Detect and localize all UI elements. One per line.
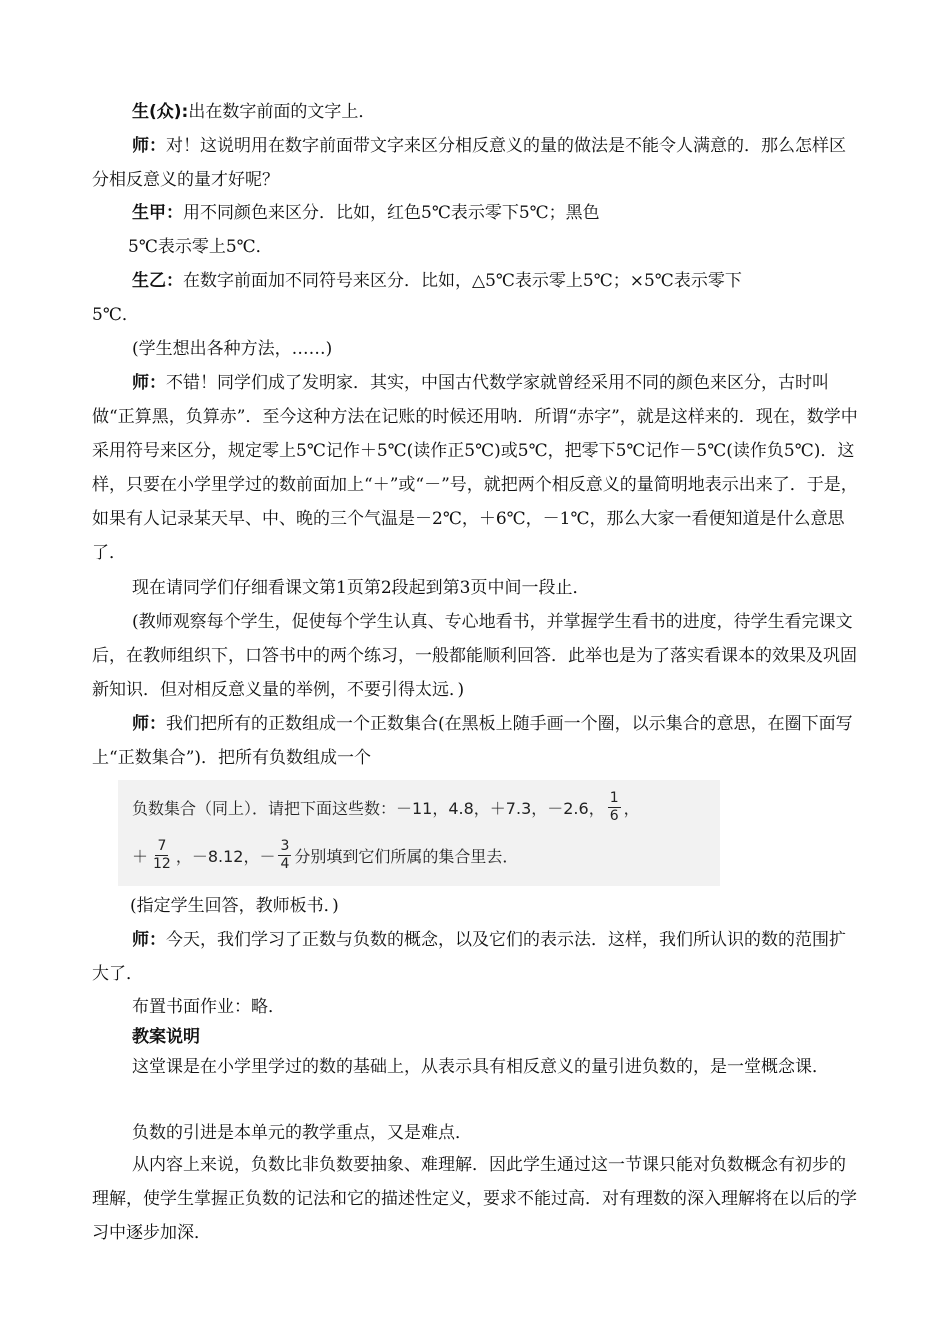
paragraph-text: 对！这说明用在数字前面带文字来区分相反意义的量的做法是不能令人满意的．那么怎样区分相反意义的量才好呢？: [92, 136, 846, 190]
paragraph-13: [92, 923, 862, 991]
speaker-label: 生乙：: [132, 271, 183, 291]
fraction-numerator: 1: [609, 790, 619, 806]
paragraph-4: [92, 230, 862, 264]
fraction-numerator: 7: [157, 838, 167, 854]
exercise-text: 负数集合（同上）．请把下面这些数：－11，4.8，＋7.3，－2.6，: [132, 799, 605, 818]
exercise-image: [118, 780, 720, 886]
exercise-line-1: [132, 790, 640, 825]
paragraph-3: [92, 196, 862, 230]
speaker-label: 生(众):: [132, 102, 189, 122]
speaker-label: 师：: [132, 930, 166, 950]
paragraph-text: 现在请同学们仔细看课文第1页第2段起到第3页中间一段止．: [132, 578, 590, 598]
paragraph-14: [92, 990, 862, 1024]
paragraph-text: 5℃．: [92, 305, 139, 325]
paragraph-text: 不错！同学们成了发明家．其实，中国古代数学家就曾经采用不同的颜色来区分，古时叫做“正算黑，负算赤”．至今这种方法在记账的时候还用呐．所谓“赤字”，就是这样来的．现在，数学中采用符号来区分，规定零上5℃记作＋5℃(读作正5℃)或5℃，把零下5℃记作－5℃(读作负5℃)．这样，只要在小学里学过的数前面加上“＋”或“－”号，就把两个相反意义的量简明地表示出来了．于是，如果有人记录某天早、中、晚的三个气温是－2℃，＋6℃，－1℃，那么大家一看便知道是什么意思了．: [92, 373, 858, 563]
paragraph-10: [92, 605, 862, 707]
note-paragraph-1: 这堂课是在小学里学过的数的基础上，从表示具有相反意义的量引进负数的，是一堂概念课．: [132, 1057, 829, 1077]
paragraph-text: 在数字前面加不同符号来区分．比如，△5℃表示零上5℃；×5℃表示零下: [183, 271, 742, 291]
paragraph-2: [92, 129, 862, 197]
paragraph-text: 今天，我们学习了正数与负数的概念，以及它们的表示法．这样，我们所认识的数的范围扩大了．: [92, 930, 846, 984]
fraction-denominator: 12: [153, 856, 171, 872]
exercise-line-2: [132, 838, 518, 873]
paragraph-text: 我们把所有的正数组成一个正数集合(在黑板上随手画一个圈，以示集合的意思，在圈下面写上“正数集合”)．把所有负数组成一个: [92, 714, 853, 768]
paragraph-8: [92, 366, 862, 570]
paragraph-7: [92, 332, 862, 366]
speaker-label: 师：: [132, 714, 166, 734]
paragraph-1: [92, 95, 862, 129]
speaker-label: 师：: [132, 373, 166, 393]
note-paragraph-3: 从内容上来说，负数比非负数要抽象、难理解．因此学生通过这一节课只能对负数概念有初步的理解，使学生掌握正负数的记法和它的描述性定义，要求不能过高．对有理数的深入理解将在以后的学习中逐步加深．: [92, 1155, 857, 1243]
paragraph-9: [92, 571, 862, 605]
fraction-one-sixth: [608, 790, 621, 825]
fraction-numerator: 3: [280, 838, 290, 854]
paragraph-text: 布置书面作业：略．: [132, 997, 285, 1017]
exercise-text: ，: [623, 799, 640, 818]
fraction-denominator: 4: [280, 856, 290, 872]
exercise-text: ，－8.12，－: [175, 847, 276, 866]
fraction-denominator: 6: [609, 808, 619, 824]
paragraph-11: [92, 707, 862, 775]
paragraph-text: 出在数字前面的文字上．: [188, 102, 376, 122]
paragraph-text: (教师观察每个学生，促使每个学生认真、专心地看书，并掌握学生看书的进度，待学生看完课文后，在教师组织下，口答书中的两个练习，一般都能顺利回答．此举也是为了落实看课本的效果及巩固新知识．但对相反意义量的举例，不要引得太远．): [92, 612, 857, 700]
exercise-text: 分别填到它们所属的集合里去．: [294, 847, 519, 866]
speaker-label: 师：: [132, 136, 166, 156]
speaker-label: 生甲：: [132, 203, 183, 223]
note-paragraph-2: 负数的引进是本单元的教学重点，又是难点．: [132, 1123, 472, 1143]
paragraph-text: 用不同颜色来区分．比如，红色5℃表示零下5℃；黑色: [183, 203, 600, 223]
paragraph-12: [92, 889, 862, 923]
paragraph-text: (学生想出各种方法，……): [132, 339, 333, 359]
paragraph-5: [92, 264, 862, 298]
exercise-text: ＋: [132, 847, 149, 866]
fraction-three-quarters: [278, 838, 291, 873]
section-heading: 教案说明: [132, 1027, 200, 1047]
fraction-seven-twelfths: [151, 838, 173, 873]
paragraph-text: (指定学生回答，教师板书．): [130, 896, 339, 916]
paragraph-6: [92, 298, 862, 332]
paragraph-text: 5℃表示零上5℃．: [128, 237, 273, 257]
